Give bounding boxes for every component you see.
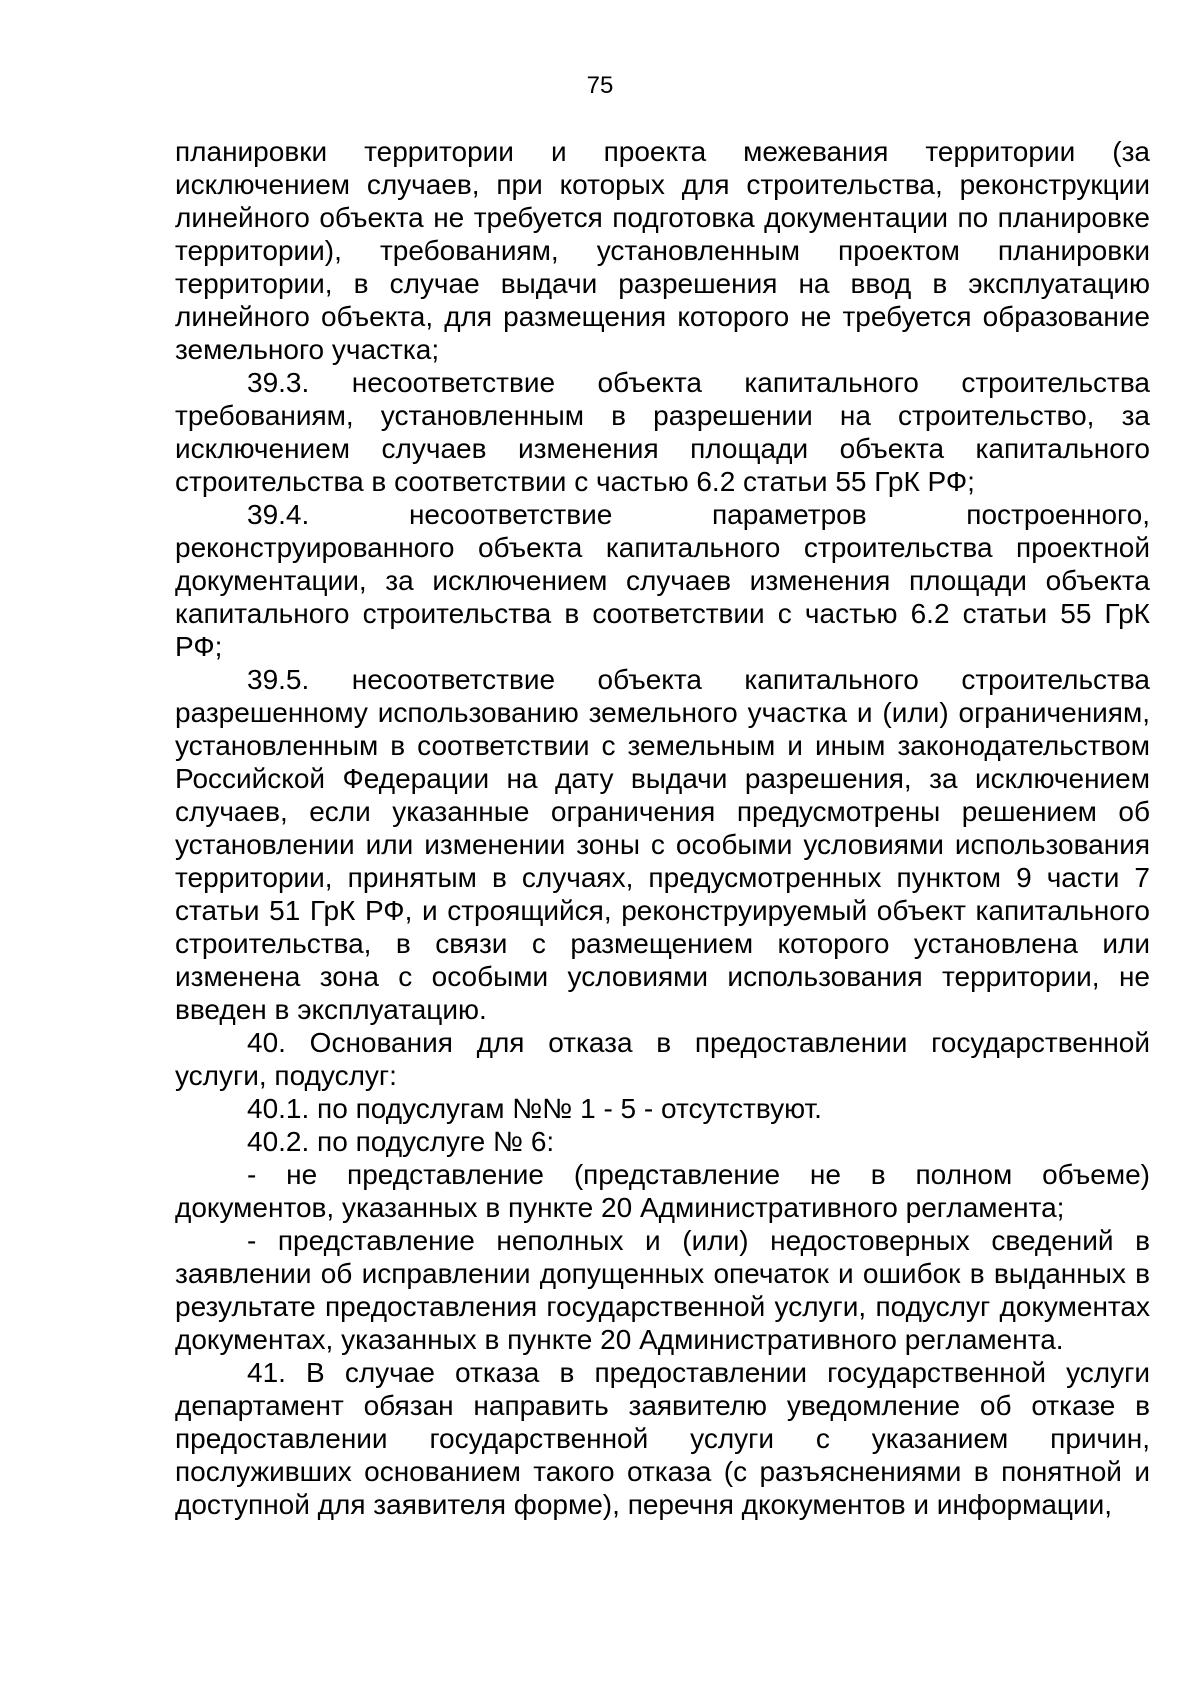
list-item-incomplete-info: - представление неполных и (или) недостоверных сведений в заявлении об исправлении допущенных опечаток и ошибок в выданных в результате предоставления государственной услуги, подуслуг документах документах, указанных в пункте 20 Административного регламента. [175, 1225, 1150, 1355]
paragraph-41: 41. В случае отказа в предоставлении государственной услуги департамент обязан направить заявителю уведомление об отказе в предоставлении государственной услуги с указанием причин, послуживших основанием такого отказа (с разъяснениями в понятной и доступной для заявителя форме), перечня дкокументов и информации, [175, 1357, 1150, 1520]
paragraph-40-2: 40.2. по подуслуге № 6: [247, 1126, 555, 1157]
paragraph-40: 40. Основания для отказа в предоставлении государственной услуги, подуслуг: [175, 1027, 1150, 1091]
paragraph-40-1: 40.1. по подуслугам №№ 1 - 5 - отсутствуют. [247, 1093, 822, 1124]
paragraph-39-3: 39.3. несоответствие объекта капитального строительства требованиям, установленным в разрешении на строительство, за исключением случаев изменения площади объекта капитального строительства в соответствии с частью 6.2 статьи 55 ГрК РФ; [175, 367, 1150, 497]
page-number: 75 [586, 72, 614, 99]
paragraph-39-4: 39.4. несоответствие параметров построенного, реконструированного объекта капитального строительства проектной документации, за исключением случаев изменения площади объекта капитального строительства в соответствии с частью 6.2 статьи 55 ГрК РФ; [175, 499, 1150, 662]
paragraph-planning-territory: планировки территории и проекта межевания территории (за исключением случаев, при которых для строительства, реконструкции линейного объекта не требуется подготовка документации по планировке территории), требованиям, установленным проектом планировки территории, в случае выдачи разрешения на ввод в эксплуатацию линейного объекта, для размещения которого не требуется образование земельного участка; [175, 136, 1150, 365]
document-body [175, 135, 1150, 1521]
paragraph-39-5: 39.5. несоответствие объекта капитального строительства разрешенному использованию земельного участка и (или) ограничениям, установленным в соответствии с земельным и иным законодательством Российской Федерации на дату выдачи разрешения, за исключением случаев, если указанные ограничения предусмотрены решением об установлении или изменении зоны с особыми условиями использования территории, принятым в случаях, предусмотренных пунктом 9 части 7 статьи 51 ГрК РФ, и строящийся, реконструируемый объект капитального строительства, в связи с размещением которого установлена или изменена зона с особыми условиями использования территории, не введен в эксплуатацию. [175, 664, 1150, 1025]
list-item-not-submitted: - не представление (представление не в полном объеме) документов, указанных в пункте 20 Административного регламента; [175, 1159, 1150, 1223]
